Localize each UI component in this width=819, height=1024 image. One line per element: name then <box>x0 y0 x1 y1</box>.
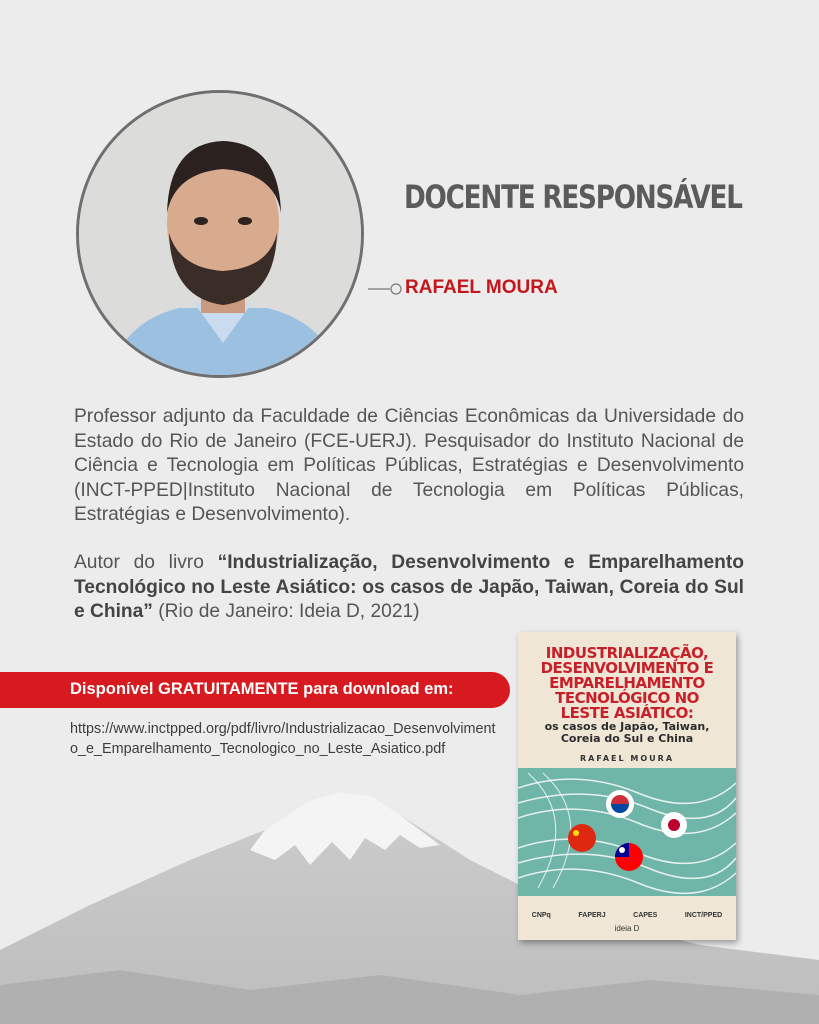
south-korea-flag-icon <box>606 790 634 818</box>
book-cover-title <box>518 646 736 721</box>
download-link[interactable]: https://www.inctpped.org/pdf/livro/Industrializacao_Desenvolvimento_e_Emparelhamento_Tecnologico_no_Leste_Asiatico.pdf <box>70 721 496 757</box>
taiwan-flag-icon <box>615 843 643 871</box>
book-cover[interactable] <box>518 632 736 940</box>
book-cover-title-line: DESENVOLVIMENTO E <box>540 659 714 677</box>
book-paragraph-suffix: (Rio de Janeiro: Ideia D, 2021) <box>152 601 420 622</box>
publisher-logo: ideia D <box>614 924 640 933</box>
capes-logo: CAPES <box>633 911 658 919</box>
faperj-logo: FAPERJ <box>578 911 606 919</box>
ribbon-label: Disponível GRATUITAMENTE para download em: <box>70 680 454 698</box>
book-cover-subtitle-line: os casos de Japão, Taiwan, <box>544 720 710 733</box>
inct-pped-logo: INCT/PPED <box>684 911 723 919</box>
page-title: DOCENTE RESPONSÁVEL <box>404 178 742 216</box>
book-paragraph-prefix: Autor do livro <box>74 552 218 573</box>
bio-paragraph: Professor adjunto da Faculdade de Ciências Econômicas da Universidade do Estado do Rio de Janeiro (FCE-UERJ). Pesquisador do Instituto Nacional de Ciência e Tecnologia em Políticas Públicas, Estratégias e Desenvolvimento (INCT-PPED|Instituto Nacional de Tecnologia em Políticas Públicas, Estratégias e Desenvolvimento). <box>74 406 744 525</box>
professor-name: RAFAEL MOURA <box>405 277 558 298</box>
book-cover-title-line: INDUSTRIALIZAÇÃO, <box>545 644 709 662</box>
book-cover-subtitle <box>518 721 736 745</box>
download-ribbon <box>0 672 510 708</box>
book-cover-author: RAFAEL MOURA <box>579 754 675 763</box>
portrait-illustration <box>79 93 364 378</box>
book-cover-subtitle-line: Coreia do Sul e China <box>560 732 694 745</box>
avatar <box>76 90 364 378</box>
cnpq-logo: CNPq <box>531 911 551 919</box>
book-cover-art <box>518 768 736 896</box>
china-flag-icon <box>568 824 596 852</box>
name-connector-icon <box>368 282 404 296</box>
book-cover-title-line: EMPARELHAMENTO <box>549 674 705 692</box>
japan-flag-icon <box>661 812 687 838</box>
book-cover-title-line: LESTE ASIÁTICO: <box>560 704 694 722</box>
book-cover-logos <box>518 904 736 926</box>
book-paragraph <box>74 551 744 625</box>
book-title: “Industrialização, Desenvolvimento e Emparelhamento Tecnológico no Leste Asiático: os casos de Japão, Taiwan, Coreia do Sul e China” <box>74 552 744 622</box>
book-cover-title-line: TECNOLÓGICO NO <box>555 689 699 707</box>
